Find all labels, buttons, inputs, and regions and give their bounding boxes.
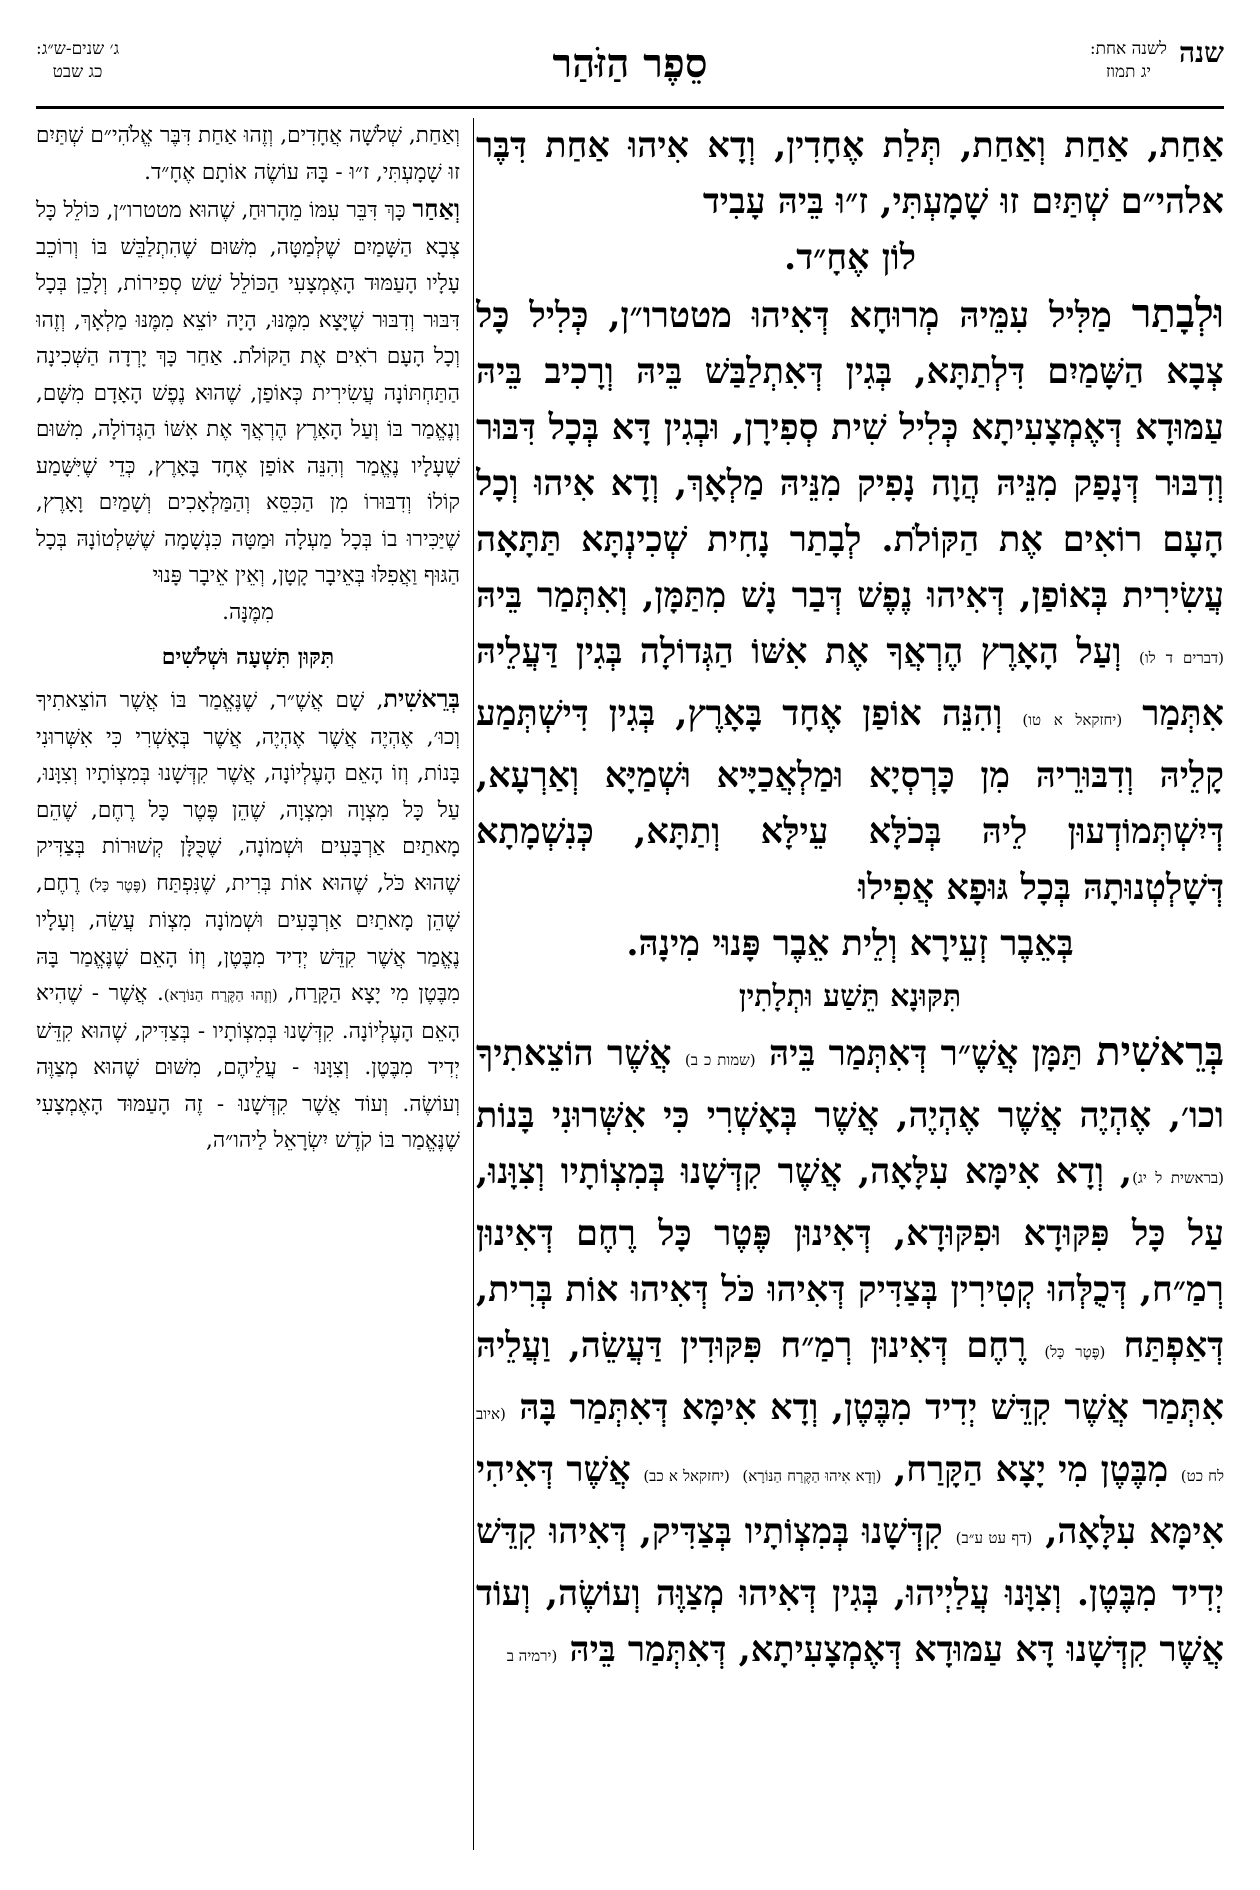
citation-ref: (יחזקאל א טו) [1022,711,1123,729]
main-p3-text: תַּמָּן אֲשֶׁ״ר דְּאִתְּמַר בֵּיהּ [769,1033,1097,1074]
main-paragraph-3 [476,1024,1224,1684]
translation-column [36,118,460,1850]
citation-ref: (וְדָא אִיהוּ הַקֶּרַח הַנּוֹרָא) [742,1467,882,1485]
header-shana-label: שנה [1178,36,1224,69]
citation-ref: (שמות כ ב) [684,1051,756,1069]
main-p3g-text: קִדְּשָׁנוּ בְּמִצְוֹתָיו בְּצַדִּיק, דְּאִיהוּ קִדֵּשׁ יְדִיד מִבֶּטֶן. וְצִוָּנוּ עֲלַיְיהוּ, בְּגִין דְּאִיהוּ מְצַוֶּה וְעוֹשֶׂה, וְעוֹד אֲשֶׁר קִדְּשָׁנוּ דָּא עַמּוּדָא דְּאֶמְצָעִיתָא, דְּאִתְּמַר בֵּיהּ [476,1511,1224,1670]
header-three-year-date: כג שבט [52,61,103,82]
main-p2-end: בְּאֵבֶר זְעֵירָא וְלֵית אֵבֶר פָּנוּי מִינָהּ. [626,923,1074,964]
main-p3e-text: מִבֶּטֶן מִי יָצָא הַקָּרַח, [894,1449,1181,1490]
main-p3b-text: אֲשֶׁר הוֹצֵאתִיךָ וכו׳, אֶהְיֶה אֲשֶׁר אֶהְיֶה, אֲשֶׁר בְּאָשְׁרִי כִּי אִשְּׁרוּנִי בָּנוֹת [476,1033,1224,1136]
header-one-year-label: לשנה אחת: [1089,39,1167,59]
main-p2b-text: וְעַל הָאָרֶץ הֶרְאֲךָ אֶת אִשּׁוֹ הַגְּדוֹלָה בְּגִין דַּעֲלֵיהּ אִתְּמַר [476,631,1224,734]
side-p3c-text: . אֲשֶׁר - שֶׁהִיא הָאֵם הָעֶלְיוֹנָה. קִדְּשָׁנוּ בְּמִצְוֹתָיו - בְּצַדִּיק, שֶׁהוּא קִדֵּשׁ יְדִיד מִבֶּטֶן. וְצִוָּנוּ - עֲלֵיהֶם, מִשּׁוּם שֶׁהוּא מְצַוֶּה וְעוֹשֶׂה. וְעוֹד אֲשֶׁר קִדְּשָׁנוּ - זֶה הָעַמּוּד הָאֶמְצָעִי שֶׁנֶּאֱמַר בּוֹ קֹדֶשׁ יִשְׂרָאֵל לַיהו״ה, [36,981,460,1153]
main-paragraph-2 [476,286,1224,972]
column-divider [473,118,474,1850]
main-p1-end: לוֹן אֶחָ״ד. [784,237,916,278]
citation-ref: (בראשית ל יג) [1132,1169,1224,1187]
main-p2-text: מַלִּיל עִמֵּיהּ מְרוּחָא דְּאִיהוּ מטטרו״ן, כְּלִיל כָּל צְבָא הַשָּׁמַיִם דִּלְתַתָּא, בְּגִין דְּאִתְלַבַּשׁ בֵּיהּ וְרָכִיב בֵּיהּ עַמּוּדָא דְּאֶמְצָעִיתָא כְּלִיל שִׁית סְפִירָן, וּבְגִין דָּא בְּכָל דִּבּוּר וְדִבּוּר דְּנָפַק מִנֵּיהּ הֲוָה נָפִיק מִנֵּיהּ מַלְאָךְ, וְדָא אִיהוּ וְכָל הָעָם רוֹאִים אֶת הַקּוֹלֹת. לְבָתַר נָחִית שְׁכִינְתָּא תַּתָּאָה עֲשִׂירִית בְּאוֹפַן, דְּאִיהוּ נֶפֶשׁ דְּבַר נָשׁ מִתַּמָּן, וְאִתְּמַר בֵּיהּ [476,295,1224,616]
header-daily-schedule [1090,38,1167,84]
main-p3c-text: , וְדָא אִימָּא עִלָּאָה, אֲשֶׁר קִדְּשָׁנוּ בְּמִצְוֹתָיו וְצִוָּנוּ, עַל כָּל פִּקּוּדָא וּפִקּוּדָא, דְּאִינוּן פֶּטֶר כָּל רֶחֶם דְּאִינוּן רְמַ״ח, דְּכֻלְּהוּ קְטִירִין בְּצַדִּיק דְּאִיהוּ כֹּל דְּאִיהוּ אוֹת בְּרִית, דְּאַפְתַּח [476,1151,1224,1366]
main-p2-lead-word: וּלְבָתַר [1131,290,1224,337]
citation-ref: (פֶּטֶר כָּל) [1044,1343,1106,1361]
side-p3-text: , שָׁם אֲשֶׁ״ר, שֶׁנֶּאֱמַר בּוֹ אֲשֶׁר הוֹצֵאתִיךָ וְכוּ׳, אֶהְיֶה אֲשֶׁר אֶהְיֶה, אֲשֶׁר בְּאָשְׁרִי כִּי אִשְּׁרוּנִי בָּנוֹת, וְזוֹ הָאֵם הָעֶלְיוֹנָה, אֲשֶׁר קִדְּשָׁנוּ בְּמִצְוֹתָיו וְצִוָּנוּ, עַל כָּל מִצְוָה וּמִצְוָה, שֶׁהֵן פֶּטֶר כָּל רֶחֶם, שֶׁהֵם מָאתַיִם אַרְבָּעִים וּשְׁמוֹנָה, שֶׁכֻּלָּן קְשׁוּרוֹת בְּצַדִּיק שֶׁהוּא כֹּל, שֶׁהוּא אוֹת בְּרִית, שֶׁנִּפְתַּח [36,688,460,896]
main-p3-lead-word: בְּרֵאשִׁית [1096,1028,1224,1075]
main-p1-text: אַחַת, אַחַת וְאַחַת, תְּלַת אֶחָדִין, וְדָא אִיהוּ אַחַת דִּבֶּר אלהי״ם שְׁתַּיִם זוּ שָׁמָעְתִּי, ז״וּ בֵּיהּ עָבִיד [476,125,1224,222]
side-p2-text: כָּךְ דִּבֵּר עִמּוֹ מֵהָרוּחַ, שֶׁהוּא מטטרו״ן, כּוֹלֵל כָּל צְבָא הַשָּׁמַיִם שֶׁלְּמַטָּה, מִשּׁוּם שֶׁהִתְלַבֵּשׁ בּוֹ וְרוֹכֵב עָלָיו הָעַמּוּד הָאֶמְצָעִי הַכּוֹלֵל שֵׁשׁ סְפִירוֹת, וְלָכֵן בְּכָל דִּבּוּר וְדִבּוּר שֶׁיָּצָא מִמֶּנּוּ, הָיָה יוֹצֵא מִמֶּנּוּ מַלְאָךְ, וְזֶהוּ וְכָל הָעָם רֹאִים אֶת הַקּוֹלֹת. אַחַר כָּךְ יָרְדָה הַשְּׁכִינָה הַתַּחְתּוֹנָה עֲשִׂירִית כְּאוֹפַן, שֶׁהוּא נֶפֶשׁ הָאָדָם מִשָּׁם, וְנֶאֱמַר בּוֹ וְעַל הָאָרֶץ הֶרְאֲךָ אֶת אִשּׁוֹ הַגְּדוֹלָה, מִשּׁוּם שֶׁעָלָיו נֶאֱמַר וְהִנֵּה אוֹפַן אֶחָד בָּאָרֶץ, כְּדֵי שֶׁיִּשָּׁמַע קוֹלוֹ וְדִבּוּרוֹ מִן הַכִּסֵּא וְהַמַּלְאָכִים וְשָׁמַיִם וָאָרֶץ, שֶׁיַּכִּירוּ בוֹ בְּכָל מַעְלָה וּמַטָּה כִּנְשָׁמָה שֶׁשִּׁלְטוֹנָהּ בְּכָל הַגּוּף וַאֲפִלּוּ בְּאֵיבָר קָטָן, וְאֵין אֵיבָר פָּנוּי [36,198,460,588]
citation-ref: (ירמיה ב [506,1647,558,1665]
header-three-year-label: ג׳ שנים-ש״ג: [36,39,120,59]
page-header [36,38,1224,108]
header-divider [36,106,1224,109]
side-paragraph-1: וְאַחַת, שְׁלֹשָׁה אֲחָדִים, וְזֶהוּ אַחַת דִּבֶּר אֱלֹהִי״ם שְׁתַּיִם זוּ שָׁמָעְתִּי, ז״וּ - בָּהּ עוֹשֶׂה אוֹתָם אֶחָ״ד. [36,123,460,185]
main-text-column [476,118,1224,1850]
side-p3b-text: רֶחֶם, שֶׁהֵן מָאתַיִם אַרְבָּעִים וּשְׁמוֹנָה מִצְוֹת עֲשֵׂה, וְעָלָיו נֶאֱמַר אֲשֶׁר קִדֵּשׁ יְדִיד מִבֶּטֶן, וְזוֹ הָאֵם שֶׁנֶּאֱמַר בָּהּ מִבֶּטֶן מִי יָצָא הַקָּרַח, [36,870,460,1006]
side-paragraph-3 [36,681,460,1160]
header-right [1090,38,1224,84]
header-one-year-date: יג תמוז [1105,61,1151,82]
main-p2c-text: וְהִנֵּה אוֹפַן אֶחָד בָּאָרֶץ, בְּגִין דִּישְׁתְּמַע קָלֵיהּ וְדִבּוּרֵיהּ מִן כָּרְסְיָא וּמַלְאֲכַיָּיא וּשְׁמַיָּא וְאַרְעָא, דְּיִשְׁתְּמוֹדְעוּן לֵיהּ בְּכֹלָּא עֵילָּא וְתַתָּא, כְּנִשְׁמָתָא דְּשָׁלְטְנוּתָהּ בְּכָל גּוּפָא אֲפִילוּ [476,693,1224,908]
side-p2-lead-word: וְאַחַר [412,194,460,223]
citation-ref: (דף עט ע״ב) [955,1529,1033,1547]
citation-ref: (יחזקאל א כב) [643,1467,730,1485]
citation-ref: (איוב לח כט) [476,1405,1224,1485]
side-citation-ref: (וְזֶהוּ הַקֶּרַח הַנּוֹרָא) [163,986,278,1004]
main-p3d-text: רֶחֶם דְּאִינוּן רְמַ״ח פִּקּוּדִין דַּעֲשֵׂה, וַעֲלֵיהּ אִתְּמַר אֲשֶׁר קִדֵּשׁ יְדִיד מִבֶּטֶן, וְדָא אִימָּא דְּאִתְּמַר בָּהּ [476,1325,1224,1428]
main-paragraph-1 [476,118,1224,286]
side-section-heading: תִּקּוּן תִּשְׁעָה וּשְׁלֹשִׁים [161,644,335,670]
page-title: סֵפֶר הַזֹּהַר [552,40,708,87]
side-p2-end: מִמֶּנָּה. [222,599,274,625]
side-p3-lead-word: בְּרֵאשִׁית [383,684,460,713]
header-left [36,38,119,84]
main-p3f-text: אֲשֶׁר דְּאִיהִי אִימָּא עִלָּאָה, [476,1449,1224,1552]
main-section-heading: תִּקּוּנָא תֵּשַׁע וּתְלָתִין [738,979,962,1014]
citation-ref: (דברים ד לו) [1138,649,1224,667]
side-citation-ref: (פֶּטֶר כָּל) [88,875,147,894]
side-paragraph-2 [36,191,460,631]
